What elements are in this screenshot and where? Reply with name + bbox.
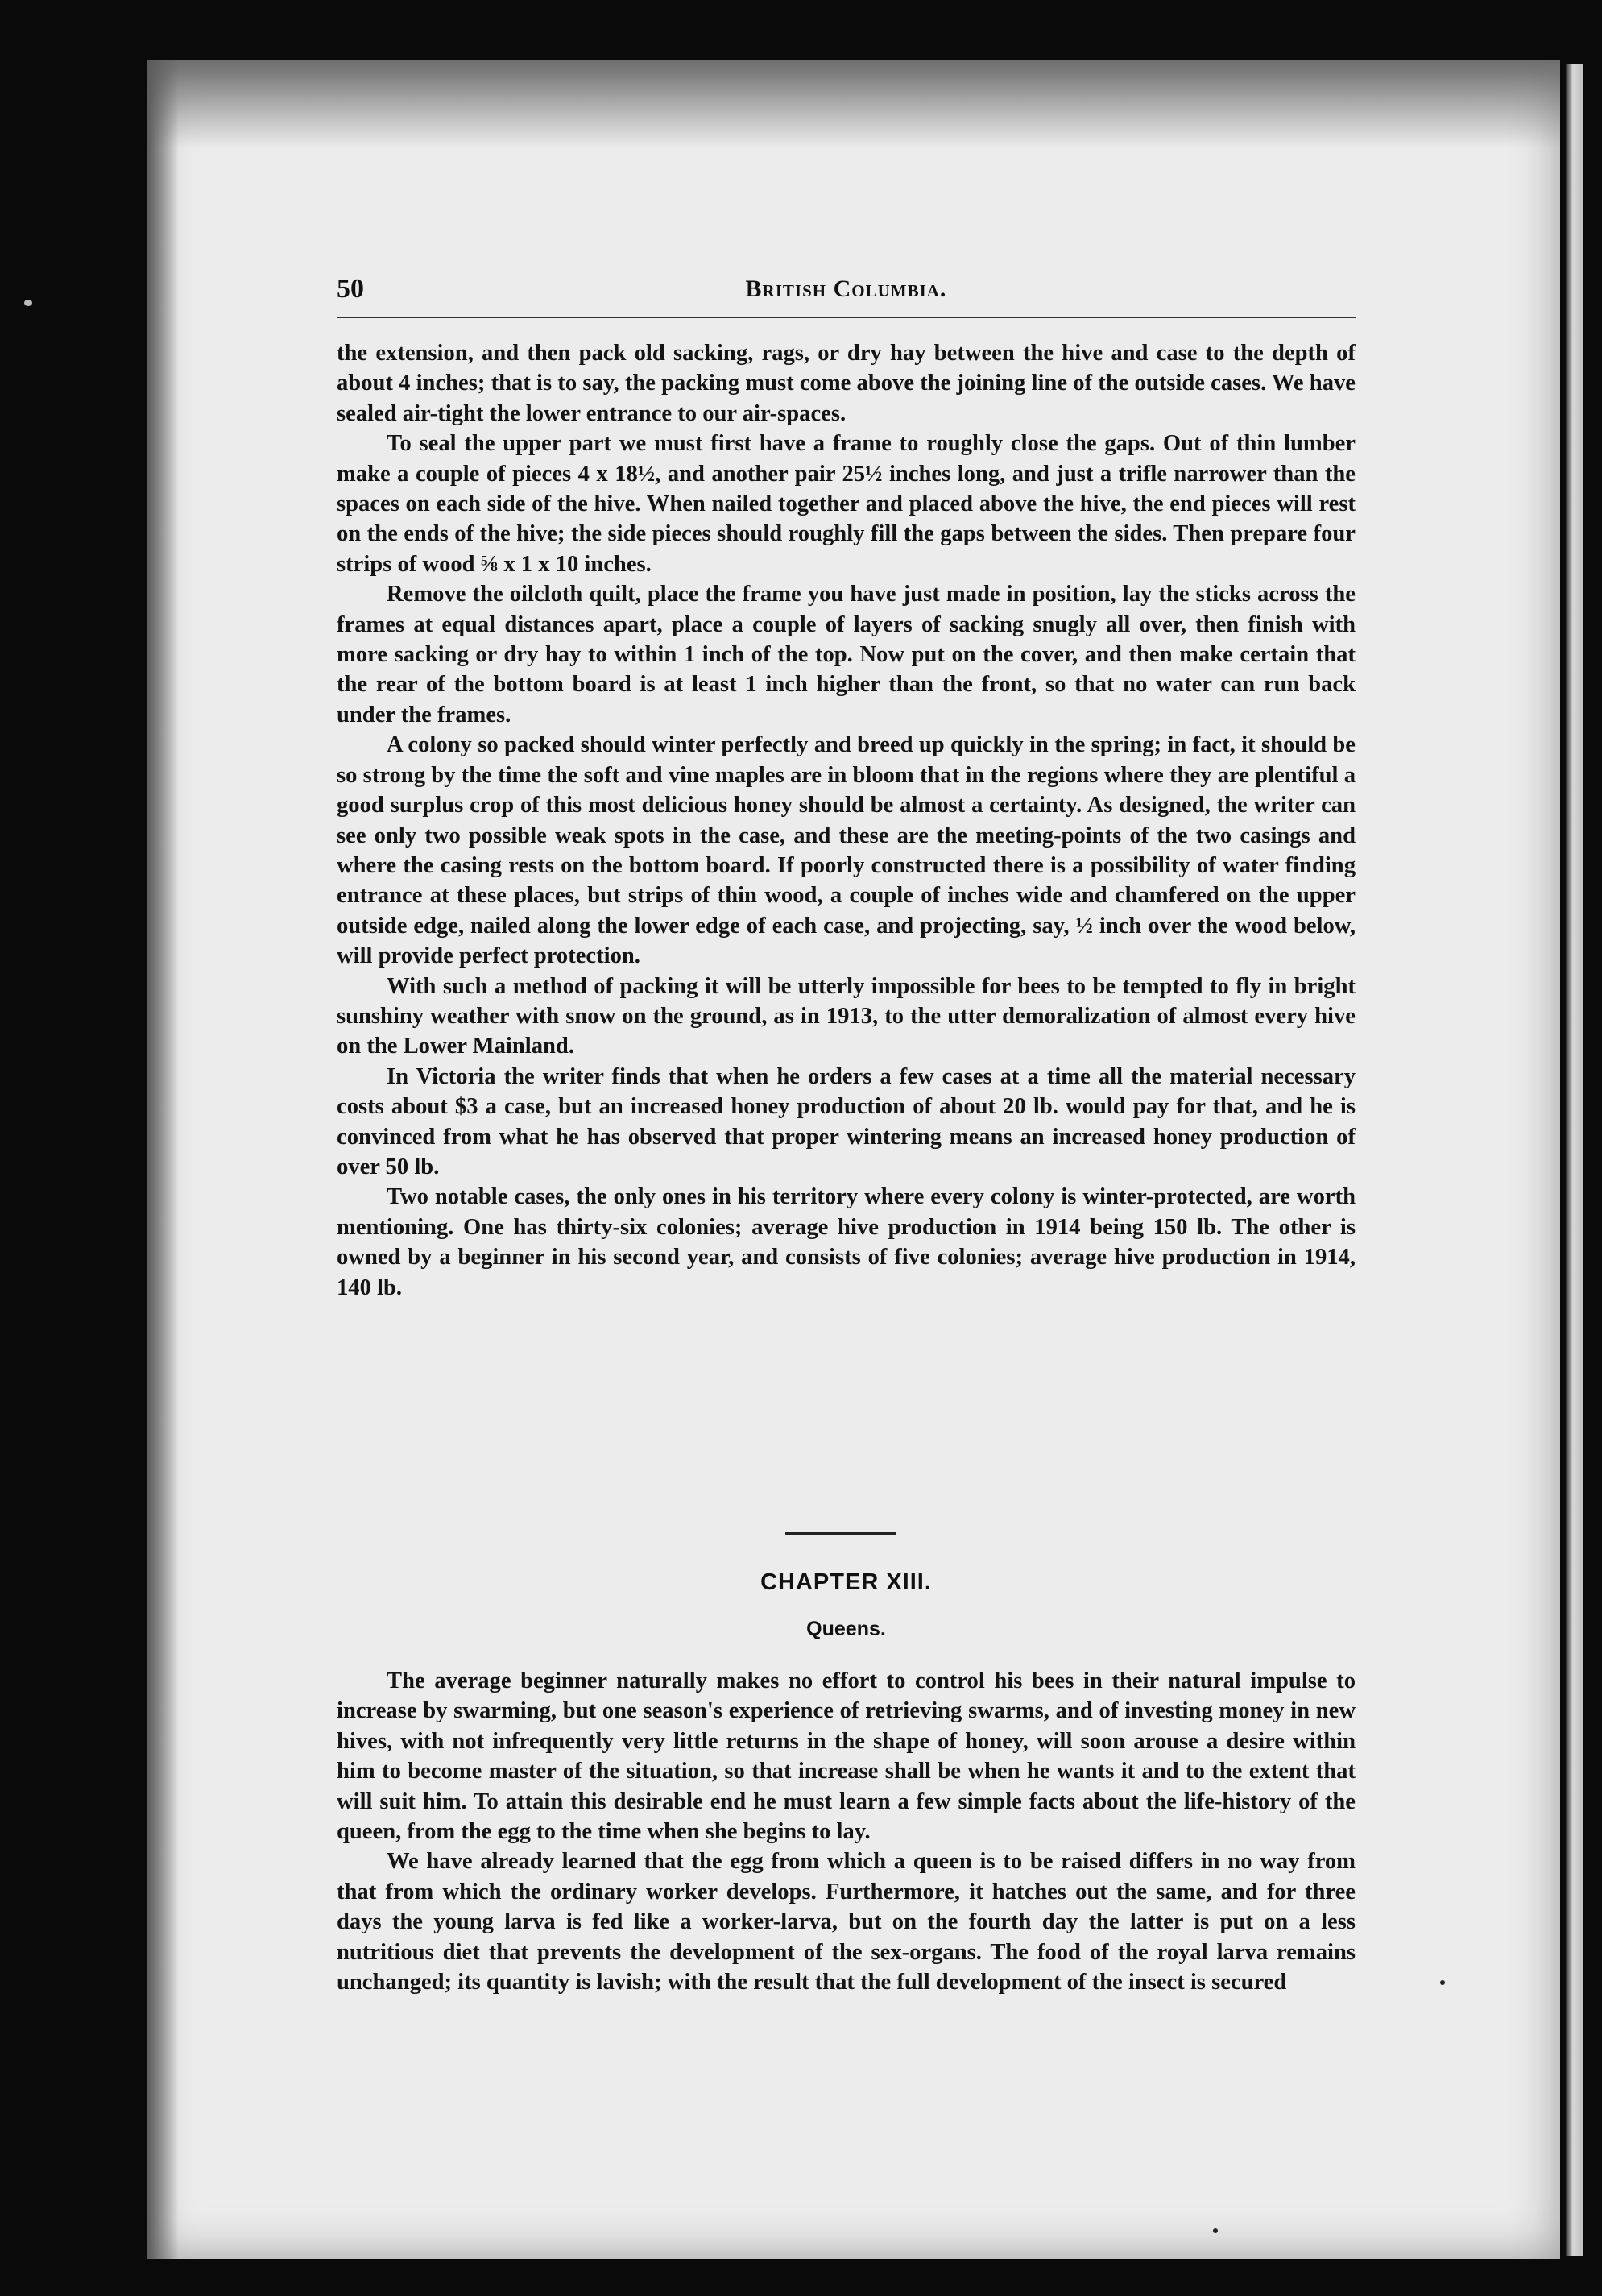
paragraph: With such a method of packing it will be utterly impossible for bees to be tempted to fly in bright sunshiny weather with snow on the ground, as in 1913, to the utter demoralization of almost every hive on the Lower Mainland. xyxy=(337,973,1356,1059)
scan-shadow-left xyxy=(147,60,179,2259)
paragraph: Remove the oilcloth quilt, place the frame you have just made in position, lay the sticks across the frames at equal distances apart, place a couple of layers of sacking snugly all over, then finish with more sacking or dry hay to within 1 inch of the top. Now put on the cover, and then make certain that the rear of the bottom board is at least 1 inch higher than the front, so that no water can run back under the frames. xyxy=(337,582,1356,727)
chapter-text xyxy=(337,1666,1356,1997)
chapter-heading: CHAPTER XIII. xyxy=(760,1569,932,1595)
page-number: 50 xyxy=(337,274,364,304)
scan-speck xyxy=(1440,1980,1445,1985)
section-one-text xyxy=(337,338,1356,1303)
paragraph: A colony so packed should winter perfectly and breed up quickly in the spring; in fact, it should be so strong by the time the soft and vine maples are in bloom that in the regions where they are plentiful a good surplus crop of this most delicious honey should be almost a certainty. As designed, the writer can see only two possible weak spots in the case, and these are the meeting-points of the two casings and where the casing rests on the bottom board. If poorly constructed there is a possibility of water finding entrance at these places, but strips of thin wood, a couple of inches wide and chamfered on the upper outside edge, nailed along the lower edge of each case, and projecting, say, ½ inch over the wood below, will provide perfect protection. xyxy=(337,732,1356,969)
running-head: British Columbia. xyxy=(745,276,947,302)
header-rule xyxy=(337,317,1356,318)
chapter-subtitle: Queens. xyxy=(806,1618,886,1640)
paragraph: the extension, and then pack old sacking, rags, or dry hay between the hive and case to the depth of about 4 inches; that is to say, the packing must come above the joining line of the outside cases. We have sealed air-tight the lower entrance to our air-spaces. xyxy=(337,341,1356,426)
chapter-divider-rule xyxy=(785,1532,896,1535)
scan-speck xyxy=(24,300,32,306)
paragraph: Two notable cases, the only ones in his territory where every colony is winter-protected, are worth mentioning. One has thirty-six colonies; average hive production in 1914 being 150 lb. The other is owned by a beginner in his second year, and consists of five colonies; average hive production in 1914, 140 lb. xyxy=(337,1184,1356,1300)
page-header xyxy=(337,274,1356,306)
paragraph: We have already learned that the egg from which a queen is to be raised differs in no way from that from which the ordinary worker develops. Furthermore, it hatches out the same, and for three days the young larva is fed like a worker-larva, but on the fourth day the latter is put on a less nutritious diet that prevents the development of the sex-organs. The food of the royal larva remains unchanged; its quantity is lavish; with the result that the full development of the insect is secured xyxy=(337,1849,1356,1996)
paragraph: To seal the upper part we must first have a frame to roughly close the gaps. Out of thin lumber make a couple of pieces 4 x 18½, and another pair 25½ inches long, and just a trifle narrower than the spaces on each side of the hive. When nailed together and placed above the hive, the end pieces will rest on the ends of the hive; the side pieces should roughly fill the gaps between the sides. Then prepare four strips of wood ⅝ x 1 x 10 inches. xyxy=(337,431,1356,577)
paragraph: The average beginner naturally makes no effort to control his bees in their natural impulse to increase by swarming, but one season's experience of retrieving swarms, and of investing money in new hives, with not infrequently very little returns in the shape of honey, will soon arouse a desire within him to become master of the situation, so that increase shall be when he wants it and to the extent that will suit him. To attain this desirable end he must learn a few simple facts about the life-history of the queen, from the egg to the time when she begins to lay. xyxy=(337,1668,1356,1845)
scan-speck xyxy=(1213,2228,1218,2233)
paragraph: In Victoria the writer finds that when he orders a few cases at a time all the material necessary costs about $3 a case, but an increased honey production of about 20 lb. would pay for that, and he is convinced from what he has observed that proper wintering means an increased honey production of over 50 lb. xyxy=(337,1063,1356,1179)
adjacent-page-edge xyxy=(1566,64,1583,2256)
scan-shadow-top xyxy=(147,60,1560,148)
